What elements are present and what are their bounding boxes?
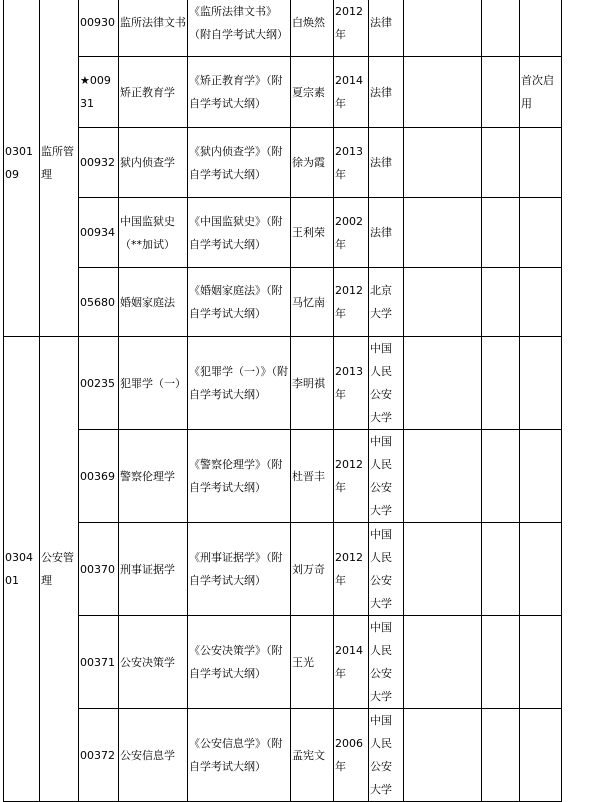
course-code: 00372 xyxy=(79,709,119,802)
table-row xyxy=(4,430,562,523)
publisher: 法律 xyxy=(369,128,404,198)
course-name: 婚姻家庭法 xyxy=(119,268,188,337)
table-row xyxy=(4,198,562,268)
note xyxy=(520,0,562,57)
blank-cell xyxy=(404,0,482,57)
textbook-title: 《犯罪学（一）》（附自学考试大纲） xyxy=(188,337,291,430)
blank-cell xyxy=(482,616,520,709)
edition-year: 2012年 xyxy=(334,268,369,337)
edition-year: 2012年 xyxy=(334,0,369,57)
author: 孟宪文 xyxy=(291,709,334,802)
textbook-title: 《公安决策学》（附自学考试大纲） xyxy=(188,616,291,709)
note xyxy=(520,268,562,337)
course-name: 公安信息学 xyxy=(119,709,188,802)
blank-cell xyxy=(404,430,482,523)
publisher: 北京大学 xyxy=(369,268,404,337)
course-code: 00934 xyxy=(79,198,119,268)
table-row xyxy=(4,616,562,709)
textbook-title: 《矫正教育学》（附自学考试大纲） xyxy=(188,57,291,128)
table-row xyxy=(4,57,562,128)
edition-year: 2013年 xyxy=(334,337,369,430)
blank-cell xyxy=(404,128,482,198)
course-name: 狱内侦查学 xyxy=(119,128,188,198)
author: 李明祺 xyxy=(291,337,334,430)
course-code: 00235 xyxy=(79,337,119,430)
course-name: 刑事证据学 xyxy=(119,523,188,616)
textbook-title: 《公安信息学》（附自学考试大纲） xyxy=(188,709,291,802)
course-name: 犯罪学（一） xyxy=(119,337,188,430)
note xyxy=(520,128,562,198)
note: 首次启用 xyxy=(520,57,562,128)
blank-cell xyxy=(482,268,520,337)
table-row xyxy=(4,709,562,802)
course-name: 警察伦理学 xyxy=(119,430,188,523)
note xyxy=(520,198,562,268)
course-table xyxy=(3,0,562,802)
blank-cell xyxy=(482,430,520,523)
author: 白焕然 xyxy=(291,0,334,57)
textbook-title: 《狱内侦查学》（附自学考试大纲） xyxy=(188,128,291,198)
blank-cell xyxy=(482,128,520,198)
author: 马忆南 xyxy=(291,268,334,337)
edition-year: 2002年 xyxy=(334,198,369,268)
author: 徐为霞 xyxy=(291,128,334,198)
blank-cell xyxy=(404,523,482,616)
course-name: 矫正教育学 xyxy=(119,57,188,128)
textbook-title: 《婚姻家庭法》（附自学考试大纲） xyxy=(188,268,291,337)
blank-cell xyxy=(404,709,482,802)
author: 刘万奇 xyxy=(291,523,334,616)
major-name: 监所管理 xyxy=(40,0,79,337)
edition-year: 2014年 xyxy=(334,57,369,128)
course-name: 监所法律文书 xyxy=(119,0,188,57)
textbook-title: 《中国监狱史》（附自学考试大纲） xyxy=(188,198,291,268)
course-code: 00369 xyxy=(79,430,119,523)
edition-year: 2014年 xyxy=(334,616,369,709)
textbook-title: 《警察伦理学》（附自学考试大纲） xyxy=(188,430,291,523)
blank-cell xyxy=(482,198,520,268)
course-code: 00932 xyxy=(79,128,119,198)
major-code: 030109 xyxy=(4,0,40,337)
course-name: 公安决策学 xyxy=(119,616,188,709)
course-code: 00371 xyxy=(79,616,119,709)
publisher: 中国人民公安大学 xyxy=(369,523,404,616)
edition-year: 2013年 xyxy=(334,128,369,198)
major-name: 公安管理 xyxy=(40,337,79,802)
publisher: 中国人民公安大学 xyxy=(369,616,404,709)
edition-year: 2012年 xyxy=(334,430,369,523)
blank-cell xyxy=(482,523,520,616)
note xyxy=(520,616,562,709)
blank-cell xyxy=(482,337,520,430)
table-row xyxy=(4,128,562,198)
note xyxy=(520,709,562,802)
table-row xyxy=(4,268,562,337)
textbook-title: 《监所法律文书》（附自学考试大纲） xyxy=(188,0,291,57)
author: 王光 xyxy=(291,616,334,709)
table-row xyxy=(4,523,562,616)
table-row xyxy=(4,0,562,57)
author: 杜晋丰 xyxy=(291,430,334,523)
course-code: 00370 xyxy=(79,523,119,616)
author: 夏宗素 xyxy=(291,57,334,128)
blank-cell xyxy=(404,268,482,337)
note xyxy=(520,523,562,616)
course-name: 中国监狱史（**加试） xyxy=(119,198,188,268)
course-code: 05680 xyxy=(79,268,119,337)
note xyxy=(520,430,562,523)
major-code: 030401 xyxy=(4,337,40,802)
blank-cell xyxy=(404,616,482,709)
publisher: 法律 xyxy=(369,198,404,268)
blank-cell xyxy=(482,709,520,802)
edition-year: 2006年 xyxy=(334,709,369,802)
course-code: 00930 xyxy=(79,0,119,57)
blank-cell xyxy=(482,57,520,128)
publisher: 中国人民公安大学 xyxy=(369,709,404,802)
blank-cell xyxy=(404,337,482,430)
blank-cell xyxy=(482,0,520,57)
publisher: 法律 xyxy=(369,57,404,128)
blank-cell xyxy=(404,57,482,128)
edition-year: 2012年 xyxy=(334,523,369,616)
author: 王利荣 xyxy=(291,198,334,268)
publisher: 中国人民公安大学 xyxy=(369,337,404,430)
table-row xyxy=(4,337,562,430)
note xyxy=(520,337,562,430)
publisher: 法律 xyxy=(369,0,404,57)
publisher: 中国人民公安大学 xyxy=(369,430,404,523)
textbook-title: 《刑事证据学》（附自学考试大纲） xyxy=(188,523,291,616)
course-code: ★00931 xyxy=(79,57,119,128)
blank-cell xyxy=(404,198,482,268)
